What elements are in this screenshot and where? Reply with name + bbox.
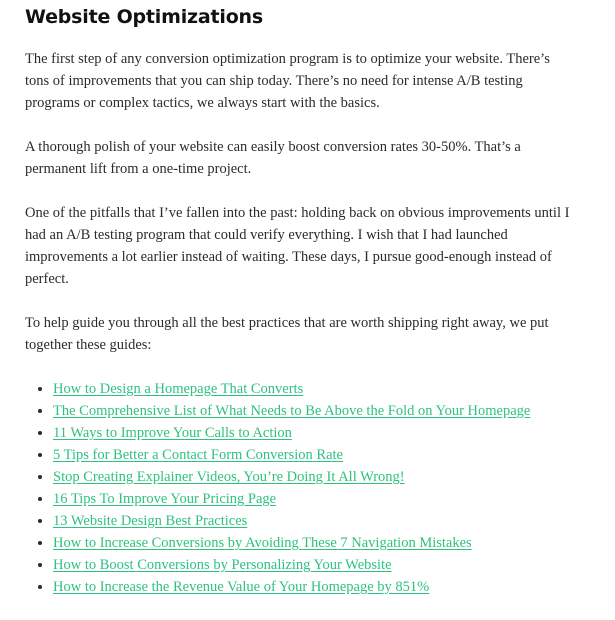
polish-paragraph: A thorough polish of your website can easily boost conversion rates 30-50%. That’s a permanent lift from a one-time project.	[25, 139, 521, 177]
list-item	[53, 422, 573, 444]
guides-intro-paragraph: To help guide you through all the best practices that are worth shipping right away, we put together these guides:	[25, 315, 549, 353]
intro-paragraph: The first step of any conversion optimization program is to optimize your website. There’s tons of improvements that you can ship today. There’s no need for intense A/B testing programs or complex tactics, we always start with the basics.	[25, 51, 550, 111]
list-item	[53, 488, 573, 510]
pitfalls-paragraph: One of the pitfalls that I’ve fallen into the past: holding back on obvious improvements until I had an A/B testing program that could verify everything. I wish that I had launched improvements a lot earlier instead of waiting. These days, I pursue good-enough instead of perfect.	[25, 205, 570, 287]
guide-link-contact-form[interactable]: 5 Tips for Better a Contact Form Conversion Rate	[53, 447, 343, 463]
list-item	[53, 378, 573, 400]
list-item	[53, 510, 573, 532]
article-section	[25, 4, 573, 598]
guide-link-homepage-converts[interactable]: How to Design a Homepage That Converts	[53, 381, 304, 397]
guides-list	[25, 378, 573, 598]
list-item	[53, 444, 573, 466]
guide-link-explainer-videos[interactable]: Stop Creating Explainer Videos, You’re Doing It All Wrong!	[53, 469, 405, 485]
guide-link-design-best-practices[interactable]: 13 Website Design Best Practices	[53, 513, 248, 529]
list-item	[53, 532, 573, 554]
guide-link-homepage-revenue[interactable]: How to Increase the Revenue Value of Your Homepage by 851%	[53, 579, 430, 595]
list-item	[53, 466, 573, 488]
guide-link-navigation-mistakes[interactable]: How to Increase Conversions by Avoiding These 7 Navigation Mistakes	[53, 535, 472, 551]
section-heading: Website Optimizations	[25, 6, 263, 28]
guide-link-above-the-fold[interactable]: The Comprehensive List of What Needs to Be Above the Fold on Your Homepage	[53, 403, 531, 419]
list-item	[53, 400, 573, 422]
list-item	[53, 576, 573, 598]
list-item	[53, 554, 573, 576]
guide-link-pricing-page[interactable]: 16 Tips To Improve Your Pricing Page	[53, 491, 277, 507]
guide-link-personalizing-website[interactable]: How to Boost Conversions by Personalizing Your Website	[53, 557, 392, 573]
guide-link-calls-to-action[interactable]: 11 Ways to Improve Your Calls to Action	[53, 425, 292, 441]
